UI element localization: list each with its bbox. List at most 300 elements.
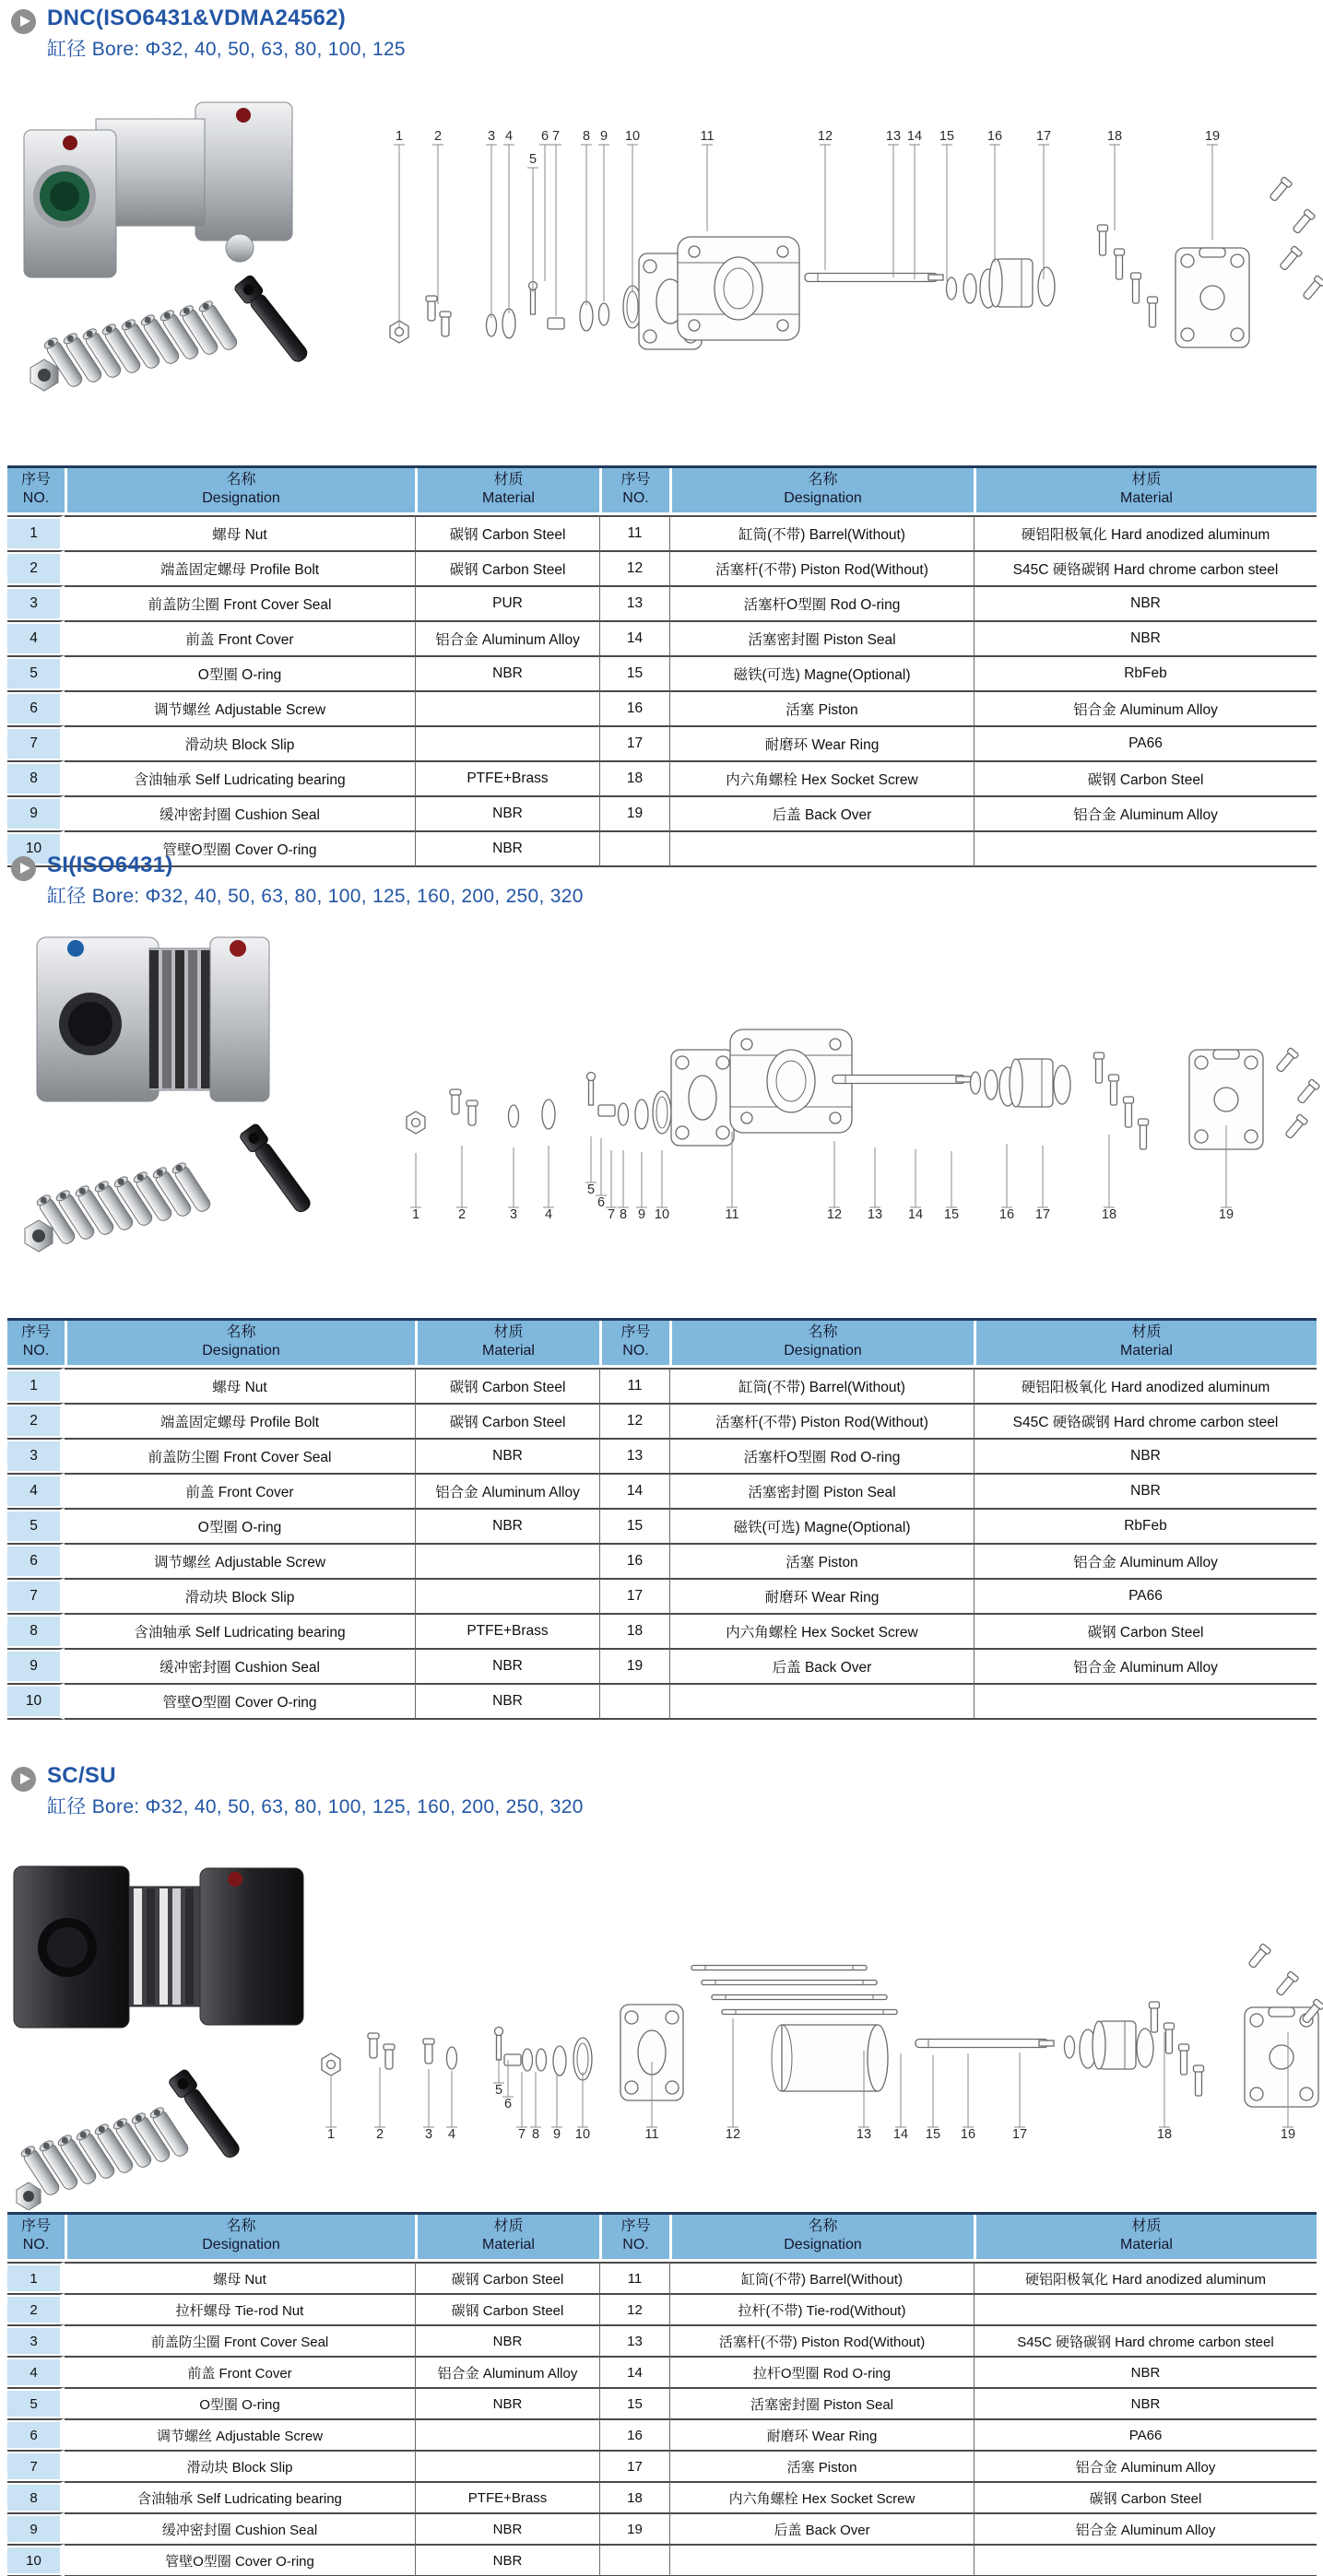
no-cell: 18	[599, 2481, 669, 2512]
section-bore-spec: 缸径 Bore: Φ32, 40, 50, 63, 80, 100, 125, 160, 200, 250, 320	[47, 1796, 584, 1817]
callout-number: 18	[1156, 2127, 1173, 2142]
column-header: 名称 Designation	[669, 1321, 974, 1368]
no-cell: 19	[599, 1648, 669, 1683]
no-cell: 3	[7, 1438, 65, 1473]
callout-number: 6	[540, 129, 549, 144]
callout-number: 3	[509, 1207, 518, 1222]
callout-number: 8	[582, 129, 591, 144]
material-cell: 碳钢 Carbon Steel	[415, 515, 599, 550]
material-cell: NBR	[415, 795, 599, 830]
designation-cell: 滑动块 Block Slip	[65, 725, 415, 760]
no-cell: 6	[7, 1543, 65, 1578]
material-cell: 铝合金 Aluminum Alloy	[974, 1648, 1317, 1683]
no-cell: 17	[599, 725, 669, 760]
table-row	[7, 1683, 1317, 1720]
callout-number: 9	[552, 2127, 561, 2142]
column-header: 名称 Designation	[65, 2215, 415, 2262]
designation-cell: 活塞 Piston	[669, 1543, 974, 1578]
material-cell: 碳钢 Carbon Steel	[415, 1368, 599, 1403]
material-cell: NBR	[415, 830, 599, 867]
designation-cell: O型圈 O-ring	[65, 2387, 415, 2418]
callout-number: 11	[644, 2127, 659, 2142]
table-row	[7, 2512, 1317, 2544]
material-cell	[415, 1578, 599, 1613]
designation-cell: 前盖防尘圈 Front Cover Seal	[65, 585, 415, 620]
no-cell: 19	[599, 795, 669, 830]
table-header-row	[7, 468, 1317, 515]
callout-number: 5	[528, 152, 537, 167]
callout-number: 11	[700, 129, 715, 144]
designation-cell: 内六角螺栓 Hex Socket Screw	[669, 760, 974, 795]
designation-cell: 缸筒(不带) Barrel(Without)	[669, 515, 974, 550]
table-row	[7, 655, 1317, 690]
table-row	[7, 620, 1317, 655]
callout-number: 6	[597, 1195, 606, 1210]
no-cell: 9	[7, 795, 65, 830]
table-row	[7, 1438, 1317, 1473]
callout-number: 17	[1011, 2127, 1028, 2142]
material-cell: PTFE+Brass	[415, 1613, 599, 1648]
no-cell: 14	[599, 1473, 669, 1508]
no-cell: 8	[7, 1613, 65, 1648]
table-row	[7, 725, 1317, 760]
diagram-scsu	[0, 1829, 1323, 2210]
material-cell: NBR	[415, 2512, 599, 2544]
no-cell: 12	[599, 550, 669, 585]
material-cell: S45C 硬铬碳钢 Hard chrome carbon steel	[974, 2324, 1317, 2356]
table-row	[7, 515, 1317, 550]
designation-cell: 滑动块 Block Slip	[65, 1578, 415, 1613]
column-header: 材质 Material	[974, 2215, 1317, 2262]
material-cell: NBR	[415, 1438, 599, 1473]
callout-number: 15	[939, 129, 955, 144]
callout-number: 7	[551, 129, 561, 144]
material-cell: NBR	[415, 2324, 599, 2356]
table-header-row	[7, 1321, 1317, 1368]
material-cell: NBR	[415, 1508, 599, 1543]
no-cell: 3	[7, 585, 65, 620]
material-cell: RbFeb	[974, 655, 1317, 690]
section-bore-spec: 缸径 Bore: Φ32, 40, 50, 63, 80, 100, 125, 160, 200, 250, 320	[47, 886, 584, 907]
column-header: 材质 Material	[415, 468, 599, 515]
callout-number: 2	[457, 1207, 467, 1222]
callout-number: 2	[433, 129, 443, 144]
section-dnc	[0, 0, 1323, 858]
designation-cell: 活塞杆(不带) Piston Rod(Without)	[669, 1403, 974, 1438]
material-cell: PTFE+Brass	[415, 2481, 599, 2512]
table-row	[7, 1613, 1317, 1648]
material-cell: PA66	[974, 1578, 1317, 1613]
column-header: 名称 Designation	[65, 1321, 415, 1368]
designation-cell: 缸筒(不带) Barrel(Without)	[669, 2262, 974, 2293]
no-cell: 13	[599, 585, 669, 620]
material-cell: 硬铝阳极氧化 Hard anodized aluminum	[974, 2262, 1317, 2293]
exploded-parts-si	[407, 1029, 1320, 1149]
material-cell: NBR	[974, 2387, 1317, 2418]
callout-number: 3	[424, 2127, 433, 2142]
callout-number: 10	[574, 2127, 591, 2142]
material-cell: NBR	[415, 1683, 599, 1720]
table-row	[7, 2544, 1317, 2576]
exploded-parts-dnc	[390, 177, 1323, 349]
callout-number: 17	[1035, 129, 1052, 144]
material-cell: NBR	[974, 620, 1317, 655]
material-cell	[415, 2450, 599, 2481]
table-row	[7, 1508, 1317, 1543]
section-title: DNC(ISO6431&VDMA24562)	[47, 6, 347, 30]
column-header: 序号 NO.	[599, 468, 669, 515]
callout-number: 12	[826, 1207, 843, 1222]
parts-table-scsu	[7, 2212, 1317, 2576]
material-cell	[415, 2418, 599, 2450]
designation-cell: 管壁O型圈 Cover O-ring	[65, 830, 415, 867]
callout-number: 18	[1106, 129, 1123, 144]
callout-number: 8	[619, 1207, 628, 1222]
designation-cell: 螺母 Nut	[65, 2262, 415, 2293]
callout-number: 13	[856, 2127, 872, 2142]
callout-number: 16	[986, 129, 1003, 144]
designation-cell: 含油轴承 Self Ludricating bearing	[65, 1613, 415, 1648]
no-cell: 9	[7, 1648, 65, 1683]
no-cell: 4	[7, 2356, 65, 2387]
material-cell: 碳钢 Carbon Steel	[974, 1613, 1317, 1648]
callout-number: 14	[907, 1207, 924, 1222]
callout-number: 13	[885, 129, 902, 144]
callout-number: 1	[326, 2127, 336, 2142]
column-header: 材质 Material	[974, 468, 1317, 515]
material-cell: 碳钢 Carbon Steel	[974, 760, 1317, 795]
material-cell: PA66	[974, 2418, 1317, 2450]
material-cell: 碳钢 Carbon Steel	[415, 2262, 599, 2293]
designation-cell: 端盖固定螺母 Profile Bolt	[65, 1403, 415, 1438]
designation-cell: 端盖固定螺母 Profile Bolt	[65, 550, 415, 585]
designation-cell: 管壁O型圈 Cover O-ring	[65, 1683, 415, 1720]
table-row	[7, 1368, 1317, 1403]
callout-number: 16	[998, 1207, 1015, 1222]
callout-number: 19	[1204, 129, 1221, 144]
designation-cell: 调节螺丝 Adjustable Screw	[65, 1543, 415, 1578]
material-cell: 硬铝阳极氧化 Hard anodized aluminum	[974, 1368, 1317, 1403]
no-cell: 2	[7, 2293, 65, 2324]
material-cell: NBR	[415, 2544, 599, 2576]
callout-number: 16	[960, 2127, 976, 2142]
no-cell: 8	[7, 2481, 65, 2512]
table-header-row	[7, 2215, 1317, 2262]
material-cell	[974, 2293, 1317, 2324]
callout-number: 17	[1034, 1207, 1051, 1222]
no-cell: 5	[7, 1508, 65, 1543]
no-cell: 16	[599, 690, 669, 725]
section-si	[0, 853, 1323, 1756]
callout-number: 15	[925, 2127, 941, 2142]
no-cell: 2	[7, 1403, 65, 1438]
designation-cell: 后盖 Back Over	[669, 2512, 974, 2544]
exploded-parts-scsu	[322, 1944, 1323, 2107]
callout-number: 8	[531, 2127, 540, 2142]
table-row	[7, 1473, 1317, 1508]
callout-number: 5	[494, 2083, 503, 2098]
callout-number: 10	[624, 129, 641, 144]
designation-cell: 前盖 Front Cover	[65, 1473, 415, 1508]
table-row	[7, 2450, 1317, 2481]
no-cell: 17	[599, 2450, 669, 2481]
column-header: 序号 NO.	[599, 2215, 669, 2262]
no-cell: 4	[7, 620, 65, 655]
no-cell: 6	[7, 690, 65, 725]
material-cell: NBR	[974, 2356, 1317, 2387]
callout-number: 4	[544, 1207, 553, 1222]
table-row	[7, 2356, 1317, 2387]
callout-number: 2	[375, 2127, 384, 2142]
designation-cell: 前盖 Front Cover	[65, 620, 415, 655]
table-row	[7, 2418, 1317, 2450]
designation-cell: 活塞密封圈 Piston Seal	[669, 1473, 974, 1508]
no-cell: 9	[7, 2512, 65, 2544]
designation-cell: 缓冲密封圈 Cushion Seal	[65, 1648, 415, 1683]
no-cell: 17	[599, 1578, 669, 1613]
callout-numbers	[410, 1125, 1234, 1222]
no-cell: 13	[599, 2324, 669, 2356]
no-cell: 15	[599, 1508, 669, 1543]
column-header: 序号 NO.	[7, 2215, 65, 2262]
callout-number: 1	[411, 1207, 420, 1222]
designation-cell: 拉杆螺母 Tie-rod Nut	[65, 2293, 415, 2324]
table-row	[7, 2262, 1317, 2293]
no-cell: 19	[599, 2512, 669, 2544]
column-header: 序号 NO.	[7, 1321, 65, 1368]
material-cell: S45C 硬铬碳钢 Hard chrome carbon steel	[974, 1403, 1317, 1438]
designation-cell: 耐磨环 Wear Ring	[669, 1578, 974, 1613]
designation-cell: 缓冲密封圈 Cushion Seal	[65, 2512, 415, 2544]
material-cell	[974, 2544, 1317, 2576]
designation-cell: 含油轴承 Self Ludricating bearing	[65, 760, 415, 795]
callout-number: 18	[1101, 1207, 1117, 1222]
no-cell: 10	[7, 2544, 65, 2576]
material-cell: PTFE+Brass	[415, 760, 599, 795]
column-header: 序号 NO.	[599, 1321, 669, 1368]
designation-cell: 后盖 Back Over	[669, 795, 974, 830]
material-cell: NBR	[974, 585, 1317, 620]
product-photo-dnc	[24, 102, 312, 391]
material-cell: NBR	[415, 1648, 599, 1683]
no-cell: 10	[7, 830, 65, 867]
callout-number: 4	[504, 129, 514, 144]
column-header: 名称 Designation	[669, 2215, 974, 2262]
diagram-si	[0, 924, 1323, 1318]
table-row	[7, 2293, 1317, 2324]
callout-number: 13	[867, 1207, 883, 1222]
play-icon	[11, 9, 36, 34]
material-cell: NBR	[415, 2387, 599, 2418]
callout-numbers	[394, 129, 1220, 327]
table-row	[7, 760, 1317, 795]
section-scsu	[0, 1756, 1323, 2576]
no-cell: 6	[7, 2418, 65, 2450]
designation-cell: 调节螺丝 Adjustable Screw	[65, 2418, 415, 2450]
material-cell: NBR	[974, 1438, 1317, 1473]
material-cell: 硬铝阳极氧化 Hard anodized aluminum	[974, 515, 1317, 550]
parts-table-dnc	[7, 465, 1317, 867]
material-cell: 碳钢 Carbon Steel	[415, 550, 599, 585]
table-row	[7, 2481, 1317, 2512]
designation-cell: 前盖防尘圈 Front Cover Seal	[65, 2324, 415, 2356]
material-cell: 铝合金 Aluminum Alloy	[974, 795, 1317, 830]
material-cell: 铝合金 Aluminum Alloy	[974, 1543, 1317, 1578]
designation-cell: 拉杆O型圈 Rod O-ring	[669, 2356, 974, 2387]
material-cell: 碳钢 Carbon Steel	[415, 2293, 599, 2324]
designation-cell: 磁铁(可选) Magne(Optional)	[669, 655, 974, 690]
material-cell: S45C 硬铬碳钢 Hard chrome carbon steel	[974, 550, 1317, 585]
designation-cell: 内六角螺栓 Hex Socket Screw	[669, 2481, 974, 2512]
callout-number: 14	[906, 129, 923, 144]
no-cell: 7	[7, 2450, 65, 2481]
table-row	[7, 2387, 1317, 2418]
callout-number: 12	[725, 2127, 741, 2142]
designation-cell: 活塞密封圈 Piston Seal	[669, 2387, 974, 2418]
material-cell: NBR	[974, 1473, 1317, 1508]
material-cell	[415, 1543, 599, 1578]
no-cell: 15	[599, 655, 669, 690]
designation-cell: 缸筒(不带) Barrel(Without)	[669, 1368, 974, 1403]
no-cell: 12	[599, 1403, 669, 1438]
no-cell: 14	[599, 620, 669, 655]
callout-number: 3	[487, 129, 496, 144]
table-row	[7, 550, 1317, 585]
play-icon	[11, 1767, 36, 1792]
designation-cell: 活塞杆(不带) Piston Rod(Without)	[669, 550, 974, 585]
no-cell	[599, 2544, 669, 2576]
column-header: 序号 NO.	[7, 468, 65, 515]
table-row	[7, 1648, 1317, 1683]
designation-cell: 活塞 Piston	[669, 2450, 974, 2481]
no-cell: 2	[7, 550, 65, 585]
material-cell: 铝合金 Aluminum Alloy	[415, 2356, 599, 2387]
callout-number: 9	[599, 129, 608, 144]
designation-cell: 活塞 Piston	[669, 690, 974, 725]
table-row	[7, 795, 1317, 830]
designation-cell: 后盖 Back Over	[669, 1648, 974, 1683]
table-row	[7, 2324, 1317, 2356]
designation-cell: 耐磨环 Wear Ring	[669, 725, 974, 760]
designation-cell: 活塞杆O型圈 Rod O-ring	[669, 1438, 974, 1473]
product-photo-si	[25, 937, 315, 1252]
no-cell: 11	[599, 2262, 669, 2293]
no-cell: 5	[7, 655, 65, 690]
designation-cell: 管壁O型圈 Cover O-ring	[65, 2544, 415, 2576]
no-cell: 11	[599, 1368, 669, 1403]
material-cell: RbFeb	[974, 1508, 1317, 1543]
no-cell: 16	[599, 1543, 669, 1578]
table-row	[7, 585, 1317, 620]
column-header: 材质 Material	[974, 1321, 1317, 1368]
designation-cell: O型圈 O-ring	[65, 1508, 415, 1543]
table-row	[7, 1403, 1317, 1438]
designation-cell: 活塞杆(不带) Piston Rod(Without)	[669, 2324, 974, 2356]
designation-cell: 含油轴承 Self Ludricating bearing	[65, 2481, 415, 2512]
no-cell: 1	[7, 515, 65, 550]
no-cell: 14	[599, 2356, 669, 2387]
no-cell: 1	[7, 2262, 65, 2293]
callout-number: 5	[586, 1182, 596, 1197]
material-cell: 铝合金 Aluminum Alloy	[974, 2450, 1317, 2481]
no-cell: 18	[599, 1613, 669, 1648]
section-bore-spec: 缸径 Bore: Φ32, 40, 50, 63, 80, 100, 125	[47, 39, 406, 60]
table-row	[7, 690, 1317, 725]
material-cell: 铝合金 Aluminum Alloy	[415, 620, 599, 655]
callout-number: 7	[517, 2127, 526, 2142]
column-header: 材质 Material	[415, 1321, 599, 1368]
section-header	[11, 1763, 584, 1819]
callout-number: 19	[1218, 1207, 1234, 1222]
designation-cell: 拉杆(不带) Tie-rod(Without)	[669, 2293, 974, 2324]
material-cell	[415, 725, 599, 760]
callout-number: 4	[447, 2127, 456, 2142]
material-cell: 碳钢 Carbon Steel	[415, 1403, 599, 1438]
section-title: SI(ISO6431)	[47, 853, 173, 877]
designation-cell: 前盖 Front Cover	[65, 2356, 415, 2387]
no-cell: 18	[599, 760, 669, 795]
material-cell: 铝合金 Aluminum Alloy	[974, 690, 1317, 725]
no-cell: 12	[599, 2293, 669, 2324]
table-row	[7, 1578, 1317, 1613]
no-cell: 11	[599, 515, 669, 550]
callout-number: 12	[817, 129, 833, 144]
section-title: SC/SU	[47, 1763, 116, 1788]
designation-cell: 耐磨环 Wear Ring	[669, 2418, 974, 2450]
column-header: 名称 Designation	[669, 468, 974, 515]
diagram-dnc	[0, 51, 1323, 461]
designation-cell: 磁铁(可选) Magne(Optional)	[669, 1508, 974, 1543]
callout-number: 14	[892, 2127, 909, 2142]
designation-cell: 螺母 Nut	[65, 1368, 415, 1403]
material-cell: PUR	[415, 585, 599, 620]
no-cell: 3	[7, 2324, 65, 2356]
designation-cell	[669, 2544, 974, 2576]
callout-number: 9	[637, 1207, 646, 1222]
designation-cell: 螺母 Nut	[65, 515, 415, 550]
designation-cell: 内六角螺栓 Hex Socket Screw	[669, 1613, 974, 1648]
column-header: 名称 Designation	[65, 468, 415, 515]
no-cell	[599, 1683, 669, 1720]
callout-number: 15	[943, 1207, 960, 1222]
designation-cell: 活塞杆O型圈 Rod O-ring	[669, 585, 974, 620]
callout-number: 6	[503, 2097, 513, 2111]
column-header: 材质 Material	[415, 2215, 599, 2262]
material-cell	[415, 690, 599, 725]
designation-cell: O型圈 O-ring	[65, 655, 415, 690]
no-cell: 5	[7, 2387, 65, 2418]
material-cell: 铝合金 Aluminum Alloy	[974, 2512, 1317, 2544]
no-cell: 13	[599, 1438, 669, 1473]
callout-number: 10	[654, 1207, 670, 1222]
material-cell: 碳钢 Carbon Steel	[974, 2481, 1317, 2512]
play-icon	[11, 856, 36, 881]
material-cell: PA66	[974, 725, 1317, 760]
parts-table-si	[7, 1318, 1317, 1720]
no-cell: 7	[7, 1578, 65, 1613]
designation-cell: 缓冲密封圈 Cushion Seal	[65, 795, 415, 830]
section-header	[11, 853, 584, 909]
designation-cell: 滑动块 Block Slip	[65, 2450, 415, 2481]
callout-number: 11	[725, 1207, 739, 1222]
designation-cell: 活塞密封圈 Piston Seal	[669, 620, 974, 655]
no-cell: 15	[599, 2387, 669, 2418]
product-photo-scsu	[14, 1866, 303, 2210]
material-cell: NBR	[415, 655, 599, 690]
no-cell: 1	[7, 1368, 65, 1403]
designation-cell	[669, 1683, 974, 1720]
no-cell: 8	[7, 760, 65, 795]
